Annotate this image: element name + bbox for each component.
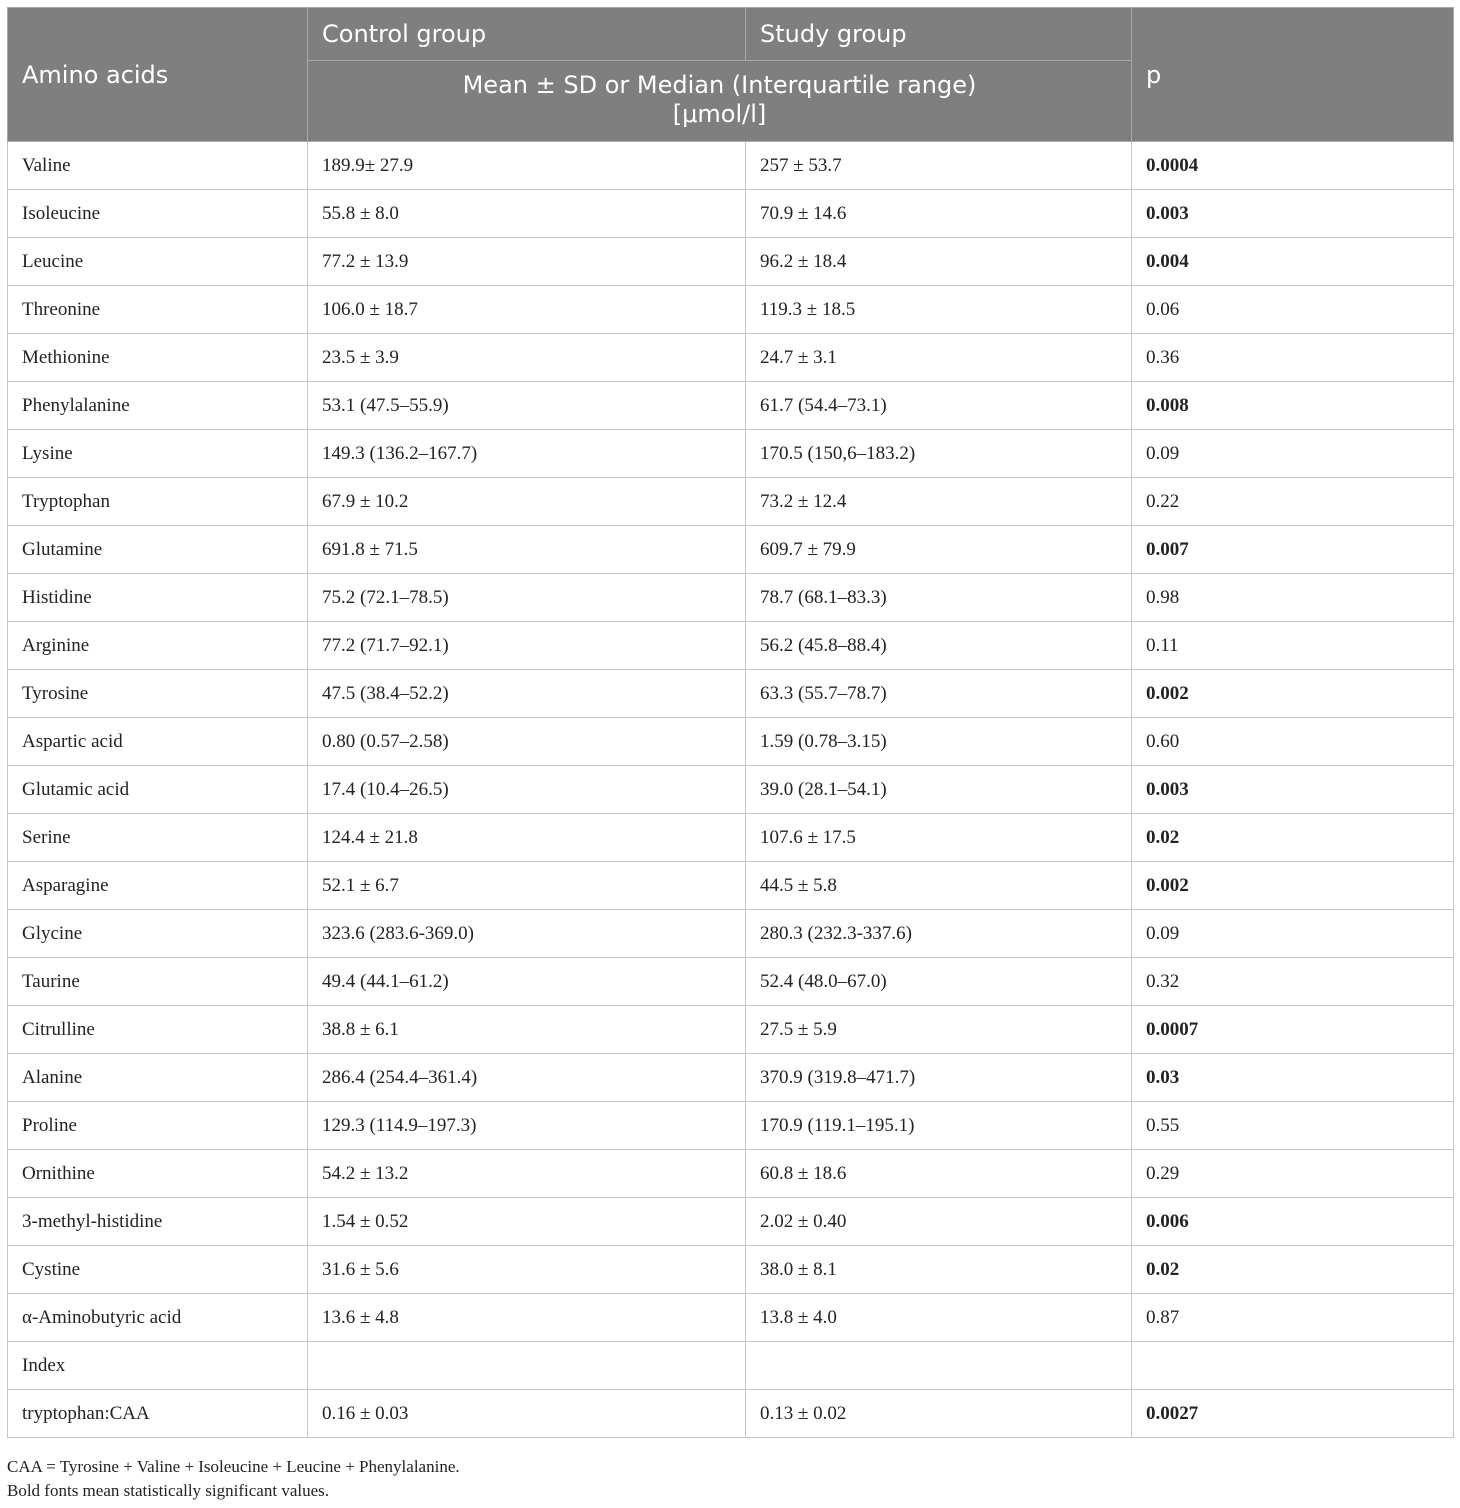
cell-study-value bbox=[746, 1342, 1132, 1390]
cell-study-value: 52.4 (48.0–67.0) bbox=[746, 958, 1132, 1006]
cell-control-value: 67.9 ± 10.2 bbox=[308, 478, 746, 526]
cell-control-value: 323.6 (283.6-369.0) bbox=[308, 910, 746, 958]
cell-study-value: 119.3 ± 18.5 bbox=[746, 286, 1132, 334]
cell-study-value: 70.9 ± 14.6 bbox=[746, 190, 1132, 238]
cell-study-value: 170.9 (119.1–195.1) bbox=[746, 1102, 1132, 1150]
cell-amino-acid: Proline bbox=[8, 1102, 308, 1150]
cell-control-value: 49.4 (44.1–61.2) bbox=[308, 958, 746, 1006]
table-row bbox=[8, 1342, 1454, 1390]
table-row bbox=[8, 478, 1454, 526]
table-row bbox=[8, 718, 1454, 766]
cell-study-value: 38.0 ± 8.1 bbox=[746, 1246, 1132, 1294]
cell-amino-acid: Valine bbox=[8, 142, 308, 190]
footnote-bold-meaning: Bold fonts mean statistically significant values. bbox=[7, 1481, 329, 1500]
header-units bbox=[308, 61, 1132, 142]
table-body bbox=[8, 142, 1454, 1438]
cell-control-value: 17.4 (10.4–26.5) bbox=[308, 766, 746, 814]
cell-p-value: 0.003 bbox=[1132, 190, 1454, 238]
table-footnotes bbox=[7, 1455, 460, 1503]
cell-amino-acid: Cystine bbox=[8, 1246, 308, 1294]
cell-p-value: 0.36 bbox=[1132, 334, 1454, 382]
table-row bbox=[8, 1054, 1454, 1102]
cell-amino-acid: Tyrosine bbox=[8, 670, 308, 718]
cell-control-value: 53.1 (47.5–55.9) bbox=[308, 382, 746, 430]
cell-control-value: 54.2 ± 13.2 bbox=[308, 1150, 746, 1198]
cell-study-value: 609.7 ± 79.9 bbox=[746, 526, 1132, 574]
cell-amino-acid: Glutamine bbox=[8, 526, 308, 574]
cell-study-value: 96.2 ± 18.4 bbox=[746, 238, 1132, 286]
cell-study-value: 61.7 (54.4–73.1) bbox=[746, 382, 1132, 430]
cell-study-value: 78.7 (68.1–83.3) bbox=[746, 574, 1132, 622]
cell-p-value: 0.60 bbox=[1132, 718, 1454, 766]
cell-p-value: 0.007 bbox=[1132, 526, 1454, 574]
table-row bbox=[8, 286, 1454, 334]
cell-study-value: 27.5 ± 5.9 bbox=[746, 1006, 1132, 1054]
cell-p-value: 0.003 bbox=[1132, 766, 1454, 814]
header-amino-acids: Amino acids bbox=[8, 8, 308, 142]
header-study-group: Study group bbox=[746, 8, 1132, 61]
cell-p-value: 0.0027 bbox=[1132, 1390, 1454, 1438]
cell-amino-acid: Ornithine bbox=[8, 1150, 308, 1198]
cell-study-value: 1.59 (0.78–3.15) bbox=[746, 718, 1132, 766]
cell-p-value: 0.32 bbox=[1132, 958, 1454, 1006]
cell-amino-acid: Glycine bbox=[8, 910, 308, 958]
cell-control-value: 286.4 (254.4–361.4) bbox=[308, 1054, 746, 1102]
cell-control-value: 13.6 ± 4.8 bbox=[308, 1294, 746, 1342]
cell-control-value: 0.80 (0.57–2.58) bbox=[308, 718, 746, 766]
cell-p-value: 0.002 bbox=[1132, 862, 1454, 910]
table-row bbox=[8, 1294, 1454, 1342]
cell-p-value: 0.06 bbox=[1132, 286, 1454, 334]
cell-amino-acid: Leucine bbox=[8, 238, 308, 286]
cell-amino-acid: Tryptophan bbox=[8, 478, 308, 526]
cell-control-value: 149.3 (136.2–167.7) bbox=[308, 430, 746, 478]
cell-p-value: 0.55 bbox=[1132, 1102, 1454, 1150]
cell-control-value: 47.5 (38.4–52.2) bbox=[308, 670, 746, 718]
cell-control-value: 77.2 ± 13.9 bbox=[308, 238, 746, 286]
cell-p-value: 0.87 bbox=[1132, 1294, 1454, 1342]
cell-p-value bbox=[1132, 1342, 1454, 1390]
cell-control-value: 106.0 ± 18.7 bbox=[308, 286, 746, 334]
cell-p-value: 0.09 bbox=[1132, 910, 1454, 958]
cell-study-value: 2.02 ± 0.40 bbox=[746, 1198, 1132, 1246]
cell-amino-acid: Arginine bbox=[8, 622, 308, 670]
cell-control-value: 189.9± 27.9 bbox=[308, 142, 746, 190]
cell-p-value: 0.29 bbox=[1132, 1150, 1454, 1198]
table-row bbox=[8, 1006, 1454, 1054]
table-header bbox=[8, 8, 1454, 142]
table-row bbox=[8, 1150, 1454, 1198]
cell-amino-acid: Phenylalanine bbox=[8, 382, 308, 430]
table-row bbox=[8, 1102, 1454, 1150]
cell-p-value: 0.02 bbox=[1132, 1246, 1454, 1294]
cell-control-value bbox=[308, 1342, 746, 1390]
amino-acid-table bbox=[7, 7, 1454, 1438]
cell-amino-acid: Index bbox=[8, 1342, 308, 1390]
table-row bbox=[8, 1390, 1454, 1438]
cell-study-value: 44.5 ± 5.8 bbox=[746, 862, 1132, 910]
cell-p-value: 0.09 bbox=[1132, 430, 1454, 478]
table-row bbox=[8, 1198, 1454, 1246]
cell-control-value: 23.5 ± 3.9 bbox=[308, 334, 746, 382]
table-row bbox=[8, 526, 1454, 574]
cell-p-value: 0.11 bbox=[1132, 622, 1454, 670]
table-row bbox=[8, 238, 1454, 286]
cell-amino-acid: α-Aminobutyric acid bbox=[8, 1294, 308, 1342]
cell-amino-acid: Citrulline bbox=[8, 1006, 308, 1054]
table-row bbox=[8, 766, 1454, 814]
cell-p-value: 0.03 bbox=[1132, 1054, 1454, 1102]
cell-amino-acid: Histidine bbox=[8, 574, 308, 622]
cell-amino-acid: Glutamic acid bbox=[8, 766, 308, 814]
cell-control-value: 1.54 ± 0.52 bbox=[308, 1198, 746, 1246]
cell-study-value: 73.2 ± 12.4 bbox=[746, 478, 1132, 526]
cell-amino-acid: Serine bbox=[8, 814, 308, 862]
header-units-line2: [μmol/l] bbox=[672, 100, 767, 128]
cell-study-value: 107.6 ± 17.5 bbox=[746, 814, 1132, 862]
table-row bbox=[8, 430, 1454, 478]
cell-control-value: 52.1 ± 6.7 bbox=[308, 862, 746, 910]
table-row bbox=[8, 958, 1454, 1006]
cell-p-value: 0.98 bbox=[1132, 574, 1454, 622]
footnote-caa-definition: CAA = Tyrosine + Valine + Isoleucine + Leucine + Phenylalanine. bbox=[7, 1457, 460, 1476]
table-row bbox=[8, 190, 1454, 238]
cell-study-value: 257 ± 53.7 bbox=[746, 142, 1132, 190]
cell-p-value: 0.004 bbox=[1132, 238, 1454, 286]
cell-p-value: 0.02 bbox=[1132, 814, 1454, 862]
cell-study-value: 0.13 ± 0.02 bbox=[746, 1390, 1132, 1438]
cell-amino-acid: Lysine bbox=[8, 430, 308, 478]
cell-control-value: 77.2 (71.7–92.1) bbox=[308, 622, 746, 670]
cell-amino-acid: 3-methyl-histidine bbox=[8, 1198, 308, 1246]
cell-amino-acid: Taurine bbox=[8, 958, 308, 1006]
table-row bbox=[8, 910, 1454, 958]
cell-amino-acid: Methionine bbox=[8, 334, 308, 382]
cell-amino-acid: Isoleucine bbox=[8, 190, 308, 238]
cell-p-value: 0.0007 bbox=[1132, 1006, 1454, 1054]
table-row bbox=[8, 574, 1454, 622]
cell-study-value: 39.0 (28.1–54.1) bbox=[746, 766, 1132, 814]
header-units-line1: Mean ± SD or Median (Interquartile range) bbox=[462, 71, 977, 99]
cell-amino-acid: Asparagine bbox=[8, 862, 308, 910]
cell-study-value: 370.9 (319.8–471.7) bbox=[746, 1054, 1132, 1102]
cell-study-value: 280.3 (232.3-337.6) bbox=[746, 910, 1132, 958]
cell-p-value: 0.006 bbox=[1132, 1198, 1454, 1246]
cell-p-value: 0.002 bbox=[1132, 670, 1454, 718]
amino-acid-table-container bbox=[7, 7, 1453, 1438]
table-row bbox=[8, 334, 1454, 382]
table-row bbox=[8, 382, 1454, 430]
table-row bbox=[8, 142, 1454, 190]
cell-control-value: 55.8 ± 8.0 bbox=[308, 190, 746, 238]
cell-study-value: 63.3 (55.7–78.7) bbox=[746, 670, 1132, 718]
cell-control-value: 31.6 ± 5.6 bbox=[308, 1246, 746, 1294]
header-control-group: Control group bbox=[308, 8, 746, 61]
cell-control-value: 0.16 ± 0.03 bbox=[308, 1390, 746, 1438]
header-p-value: p bbox=[1132, 8, 1454, 142]
cell-amino-acid: Aspartic acid bbox=[8, 718, 308, 766]
cell-amino-acid: Alanine bbox=[8, 1054, 308, 1102]
table-row bbox=[8, 814, 1454, 862]
cell-control-value: 75.2 (72.1–78.5) bbox=[308, 574, 746, 622]
cell-p-value: 0.22 bbox=[1132, 478, 1454, 526]
cell-control-value: 129.3 (114.9–197.3) bbox=[308, 1102, 746, 1150]
cell-control-value: 38.8 ± 6.1 bbox=[308, 1006, 746, 1054]
cell-study-value: 13.8 ± 4.0 bbox=[746, 1294, 1132, 1342]
cell-study-value: 170.5 (150,6–183.2) bbox=[746, 430, 1132, 478]
cell-study-value: 60.8 ± 18.6 bbox=[746, 1150, 1132, 1198]
cell-p-value: 0.0004 bbox=[1132, 142, 1454, 190]
cell-p-value: 0.008 bbox=[1132, 382, 1454, 430]
table-row bbox=[8, 862, 1454, 910]
table-row bbox=[8, 670, 1454, 718]
cell-control-value: 691.8 ± 71.5 bbox=[308, 526, 746, 574]
cell-study-value: 56.2 (45.8–88.4) bbox=[746, 622, 1132, 670]
cell-amino-acid: tryptophan:CAA bbox=[8, 1390, 308, 1438]
table-row bbox=[8, 1246, 1454, 1294]
cell-amino-acid: Threonine bbox=[8, 286, 308, 334]
cell-control-value: 124.4 ± 21.8 bbox=[308, 814, 746, 862]
cell-study-value: 24.7 ± 3.1 bbox=[746, 334, 1132, 382]
table-row bbox=[8, 622, 1454, 670]
